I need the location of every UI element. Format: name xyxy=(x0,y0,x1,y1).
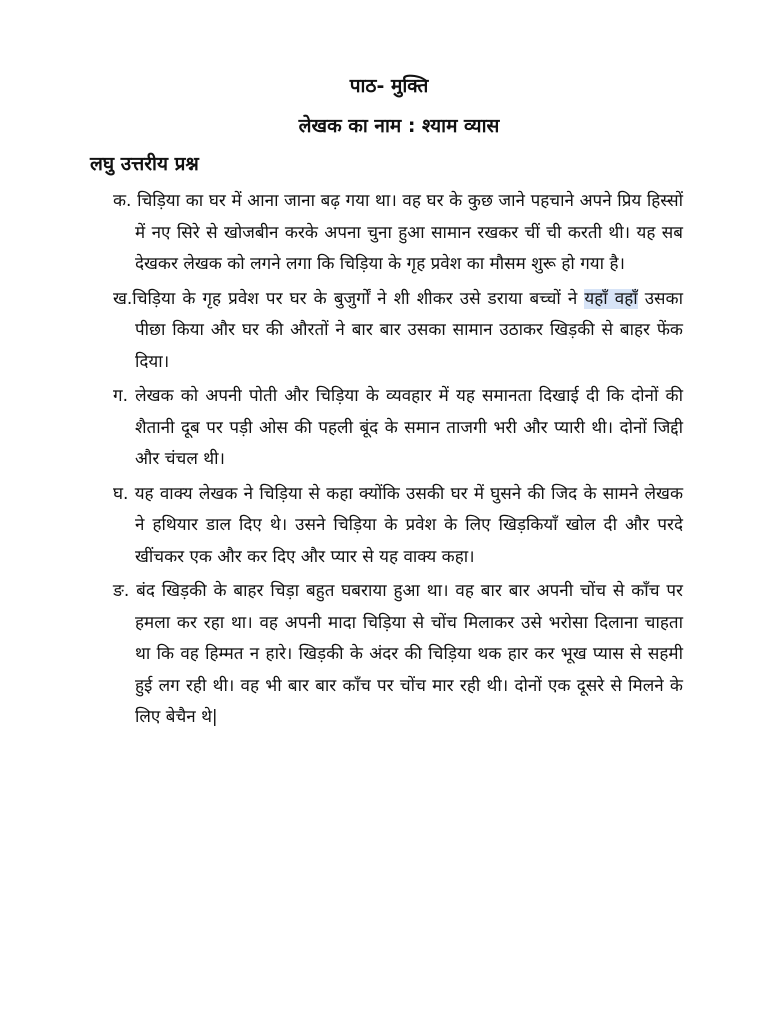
answer-ka: क. चिड़िया का घर में आना जाना बढ़ गया था। वह घर के कुछ जाने पहचाने अपने प्रिय हिस्सों में नए सिरे से खोजबीन करके अपना चुना हुआ सामान रखकर चीं ची करती थी। यह सब देखकर लेखक को लगने लगा कि चिड़िया के गृह प्रवेश का मौसम शुरू हो गया है। xyxy=(113,191,683,274)
author-line: लेखक का नाम : श्याम व्यास xyxy=(298,115,500,137)
answer-kha xyxy=(113,284,683,379)
answer-ga: ग. लेखक को अपनी पोती और चिड़िया के व्यवहार में यह समानता दिखाई दी कि दोनों की शैतानी दूब पर पड़ी ओस की पहली बूंद के समान ताजगी भरी और प्यारी थी। दोनों जिद्दी और चंचल थी। xyxy=(113,386,683,469)
answer-list xyxy=(113,186,683,737)
text-selection-highlight[interactable]: यहाँ वहाँ xyxy=(584,288,638,309)
section-heading: लघु उत्तरीय प्रश्न xyxy=(90,153,199,175)
answer-kha-text-after: उसका पीछा किया और घर की औरतों ने बार बार उसका सामान उठाकर खिड़की से बाहर फेंक दिया। xyxy=(135,288,683,372)
lesson-title: पाठ- मुक्ति xyxy=(349,75,429,97)
answer-kha-text-before: ख.चिड़िया के गृह प्रवेश पर घर के बुजुर्गों ने शी शीकर उसे डराया बच्चों ने xyxy=(113,288,578,309)
answer-gha: घ. यह वाक्य लेखक ने चिड़िया से कहा क्योंकि उसकी घर में घुसने की जिद के सामने लेखक ने हथियार डाल दिए थे। उसने चिड़िया के प्रवेश के लिए खिड़कियाँ खोल दी और परदे खींचकर एक और कर दिए और प्यार से यह वाक्य कहा। xyxy=(113,483,683,567)
answer-nga: ङ. बंद खिड़की के बाहर चिड़ा बहुत घबराया हुआ था। वह बार बार अपनी चोंच से काँच पर हमला कर रहा था। वह अपनी मादा चिड़िया से चोंच मिलाकर उसे भरोसा दिलाना चाहता था कि वह हिम्मत न हारे। खिड़की के अंदर की चिड़िया थक हार कर भूख प्यास से सहमी हुई लग रही थी। वह भी बार बार काँच पर चोंच मार रही थी। दोनों एक दूसरे से मिलने के लिए बेचैन थे| xyxy=(113,581,683,727)
